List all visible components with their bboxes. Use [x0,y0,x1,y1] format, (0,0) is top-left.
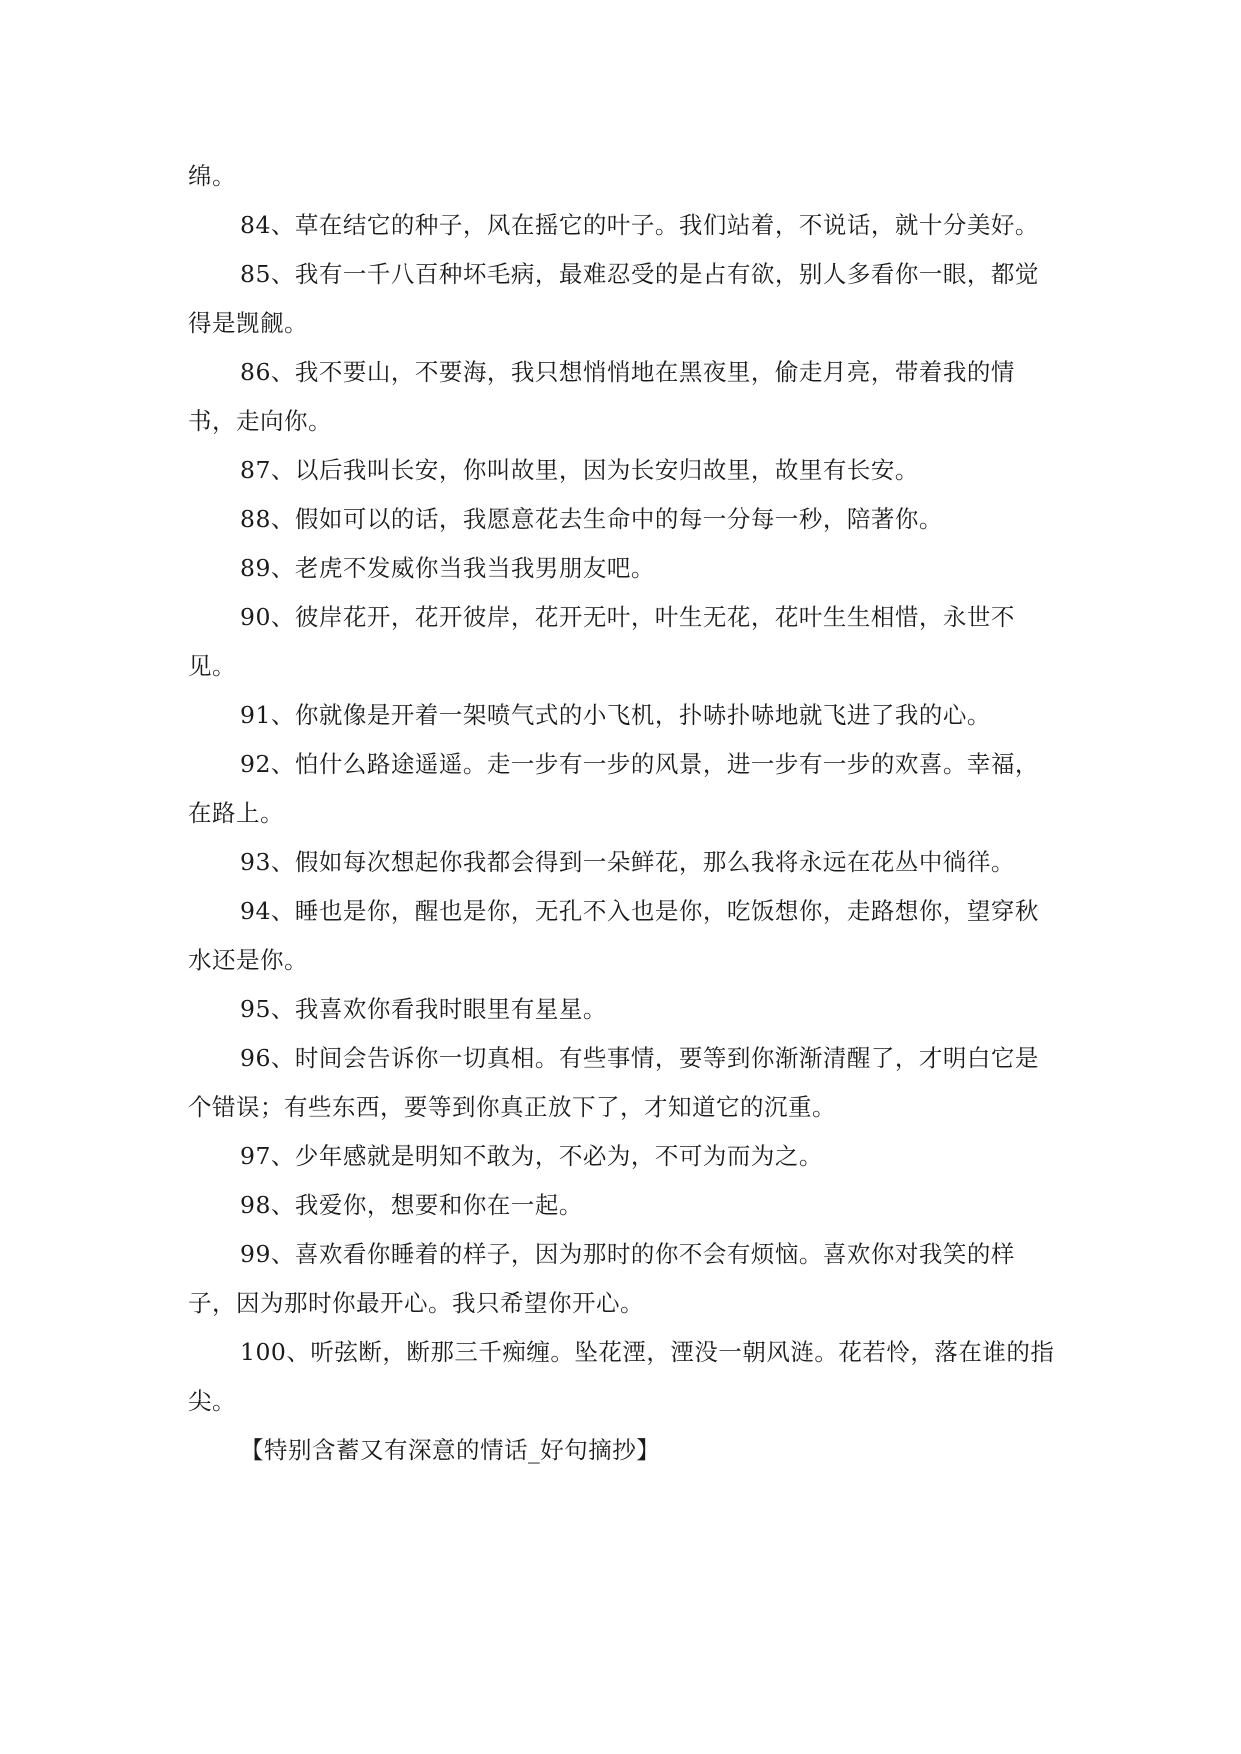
list-item: 91、你就像是开着一架喷气式的小飞机，扑哧扑哧地就飞进了我的心。 [240,701,991,729]
list-item: 87、以后我叫长安，你叫故里，因为长安归故里，故里有长安。 [240,456,919,484]
list-item: 86、我不要山，不要海，我只想悄悄地在黑夜里，偷走月亮，带着我的情书，走向你。 [188,358,1015,435]
list-item: 88、假如可以的话，我愿意花去生命中的每一分每一秒，陪著你。 [240,505,943,533]
list-item: 95、我喜欢你看我时眼里有星星。 [240,995,607,1023]
list-item: 97、少年感就是明知不敢为，不必为，不可为而为之。 [240,1142,823,1170]
continuation-line: 绵。 [188,162,236,190]
list-item: 84、草在结它的种子，风在摇它的叶子。我们站着，不说话，就十分美好。 [240,211,1039,239]
list-item: 90、彼岸花开，花开彼岸，花开无叶，叶生无花，花叶生生相惜，永世不见。 [188,603,1015,680]
list-item: 96、时间会告诉你一切真相。有些事情，要等到你渐渐清醒了，才明白它是个错误；有些东西，要等到你真正放下了，才知道它的沉重。 [188,1044,1039,1121]
list-item: 92、怕什么路途遥遥。走一步有一步的风景，进一步有一步的欢喜。幸福，在路上。 [188,750,1039,827]
document-body [188,152,1058,1475]
list-item: 89、老虎不发威你当我当我男朋友吧。 [240,554,655,582]
section-heading: 【特别含蓄又有深意的情话_好句摘抄】 [240,1436,661,1464]
list-item: 93、假如每次想起你我都会得到一朵鲜花，那么我将永远在花丛中徜徉。 [240,848,1015,876]
list-item: 94、睡也是你，醒也是你，无孔不入也是你，吃饭想你，走路想你，望穿秋水还是你。 [188,897,1039,974]
list-item: 99、喜欢看你睡着的样子，因为那时的你不会有烦恼。喜欢你对我笑的样子，因为那时你最开心。我只希望你开心。 [188,1240,1015,1317]
list-item: 85、我有一千八百种坏毛病，最难忍受的是占有欲，别人多看你一眼，都觉得是觊觎。 [188,260,1039,337]
list-item: 100、听弦断，断那三千痴缠。坠花湮，湮没一朝风涟。花若怜，落在谁的指尖。 [188,1338,1055,1415]
list-item: 98、我爱你，想要和你在一起。 [240,1191,583,1219]
